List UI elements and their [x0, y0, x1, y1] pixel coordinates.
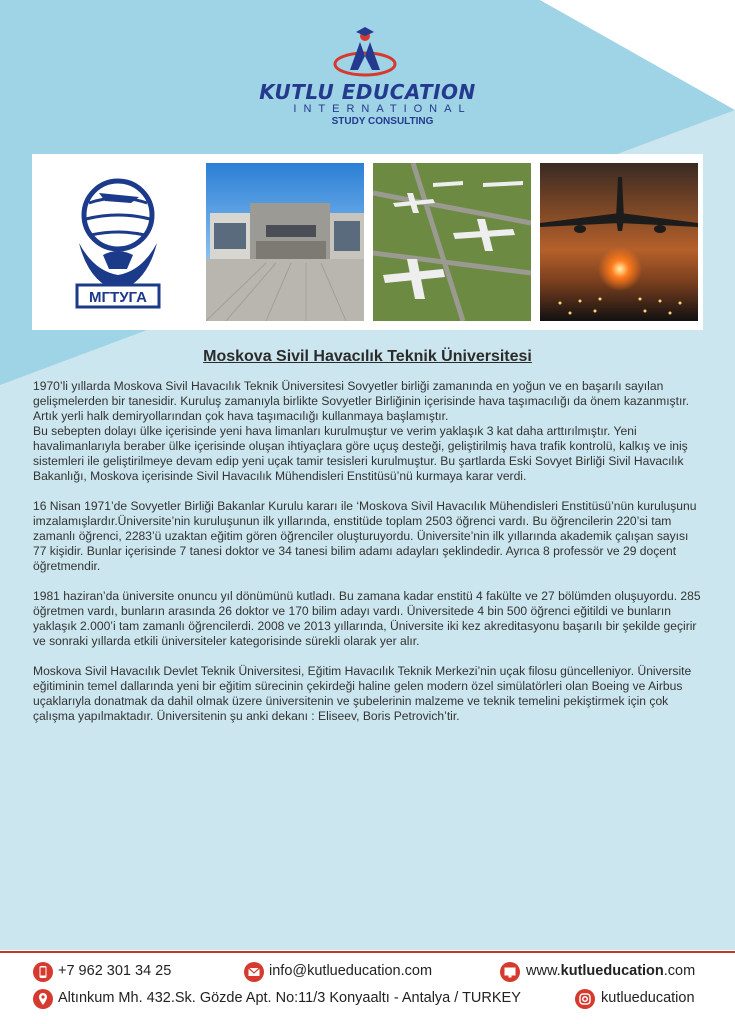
footer-phone[interactable]: +7 962 301 34 25: [58, 963, 172, 979]
university-building-image: [206, 163, 364, 321]
aircraft-museum-field-image: [373, 163, 531, 321]
paragraph-4: Moskova Sivil Havacılık Devlet Teknik Üniversitesi, Eğitim Havacılık Teknik Merkezi’nin uçak filosu güncelleniyor. Üniversite eğitiminin temel dallarında yeni bir eğitim sürecinin çekirdeği haline gelen modern özel simülatörleri olan Boeing ve Airbus uçaklarıyla donatmak da dahil olmak üzere üniversitenin ve şubelerinin malzeme ve teknik temelini pekiştirmek için çok çalışma yapılmaktadır. Üniversitenin şu anki dekanı : Eliseev, Boris Petrovich’tir.: [33, 664, 692, 723]
page-title: Moskova Sivil Havacılık Teknik Üniversitesi: [203, 348, 532, 365]
photo-strip: [32, 154, 703, 330]
instagram-icon: [575, 989, 595, 1009]
paragraph-2: 16 Nisan 1971’de Sovyetler Birliği Bakanlar Kurulu kararı ile ‘Moskova Sivil Havacılık Mühendisleri Enstitüsü’nün kuruluşunu imzalamışlardır.Üniversite’nin kuruluşunun ilk yıllarında, enstitüde toplam 2503 öğrenci vardı. Bu öğrencilerin 220’si tam zamanlı öğrenci, 2283’ü uzaktan eğitim gören öğrenciler oluşturuyordu. Üniversite’nin ilk yıllarında akademik çalışan sayısı 77 kişidir. Bunlar içerisinde 7 tanesi doktor ve 34 tanesi bilim adamı adayları şeklindedir. Ayrıca 8 professör ve 29 doçent öğretmendir.: [33, 499, 697, 573]
footer-address: Altınkum Mh. 432.Sk. Gözde Apt. No:11/3 Konyaaltı - Antalya / TURKEY: [58, 990, 521, 1006]
brand-subtitle: INTERNATIONAL: [293, 103, 472, 115]
brand-name: KUTLU EDUCATION: [259, 80, 476, 104]
mgtuga-emblem-image: [39, 163, 197, 321]
website-icon: [500, 962, 520, 982]
emblem-icon: [39, 163, 197, 321]
phone-icon: [33, 962, 53, 982]
website-domain: kutlueducation: [560, 963, 664, 979]
emblem-text: МГТУГА: [89, 289, 147, 306]
footer-email[interactable]: info@kutlueducation.com: [269, 963, 433, 979]
website-prefix: www.: [526, 963, 561, 979]
website-suffix: .com: [663, 963, 696, 979]
brand-tagline: STUDY CONSULTING: [331, 116, 434, 127]
email-icon: [244, 962, 264, 982]
footer-website[interactable]: [526, 963, 695, 979]
brand-logo-icon: [330, 26, 400, 84]
plane-landing-sunset-image: [540, 163, 698, 321]
article-body: [33, 379, 703, 739]
paragraph-3: 1981 haziran’da üniversite onuncu yıl dönümünü kutladı. Bu zamana kadar enstitü 4 fakülte ve 27 bölümden oluşuyordu. 285 öğretmen vardı, bunların arasında 26 doktor ve 170 bilim adayı vardı. Üniversitede 4 bin 500 öğrenci eğitildi ve bunların yaklaşık 2.000’i tam zamanlı öğrencilerdi. 2008 ve 2013 yıllarında, Üniversite iki kez akreditasyonu başarılı bir şekilde geçirir ve sonraki yıllarda etkili üniversiteler kategorisinde sürekli olarak yer alır.: [33, 589, 701, 648]
paragraph-1: 1970’li yıllarda Moskova Sivil Havacılık Teknik Üniversitesi Sovyetler birliği zamanında en yoğun ve en başarılı sayılan gelişmelerden bir tanesidir. Kuruluş zamanıyla birlikte Sovyetler Birliğinin içerisinde hava taşımacılığı da önem kazanmıştır. Artık yerli halk demiryollarından çok hava taşımacılığı kullanmaya başlamıştır. Bu sebepten dolayı ülke içerisinde yeni hava limanları kurulmuştur ve verim yaklaşık 3 kat daha arttırılmıştır. Yeni havalimanlarıyla beraber ülke içerisinde oluşan ihtiyaçlara göre uçuş desteği, geliştirilmiş hava trafik kontrolü, kalkış ve iniş sistemleri ile geliştirilmeye devam edip yeni uçak tamir tesisleri kurulmuştur. Bu şartlarda Eski Sovyet Birliği Sivil Havacılık Bakanlığı, Moskova içerisinde Sivil Havacılık Mühendisleri Enstitüsü’nü kurmaya karar verdi.: [33, 379, 690, 483]
footer-divider: [0, 951, 735, 953]
footer-instagram[interactable]: kutlueducation: [601, 990, 695, 1006]
location-icon: [33, 989, 53, 1009]
